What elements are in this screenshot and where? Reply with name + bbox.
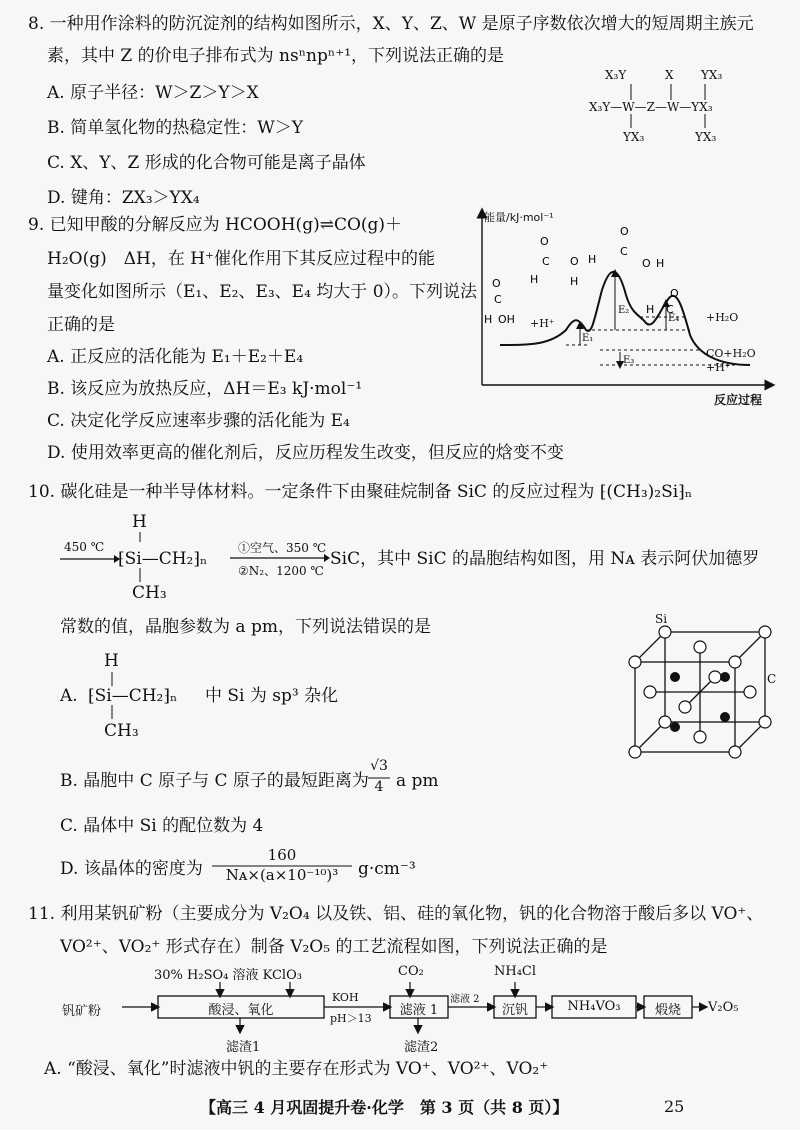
label-hplus-2: +H⁺ <box>706 361 731 374</box>
flow-step2: 滤液 1 <box>399 1003 439 1018</box>
q10-line3: 常数的值，晶胞参数为 a pm，下列说法错误的是 <box>60 617 431 637</box>
q10-option-a-poly: ⁅Si—CH₂⁆ₙ <box>88 686 178 706</box>
label-e1: E₁ <box>582 333 594 344</box>
q9-option-c: C. 决定化学反应速率步骤的活化能为 E₄ <box>47 411 350 431</box>
flow-residue2: 滤渣2 <box>404 1040 439 1055</box>
q8-line1: 8. 一种用作涂料的防沉淀剂的结构如图所示，X、Y、Z、W 是原子序数依次增大的短周期主族元 <box>28 14 754 34</box>
svg-text:O: O <box>642 257 651 270</box>
q11-line1: 11. 利用某钒矿粉（主要成分为 V₂O₄ 以及铁、铝、硅的氧化物，钒的化合物溶于酸后多以 VO⁺、 <box>28 904 764 924</box>
label-co-h2o: CO+H₂O <box>706 347 756 360</box>
flow-nh4cl: NH₄Cl <box>494 964 537 979</box>
q11-option-a: A. “酸浸、氧化”时滤液中钒的主要存在形式为 VO⁺、VO²⁺、VO₂⁺ <box>44 1059 549 1079</box>
q10-option-d-unit: g·cm⁻³ <box>358 859 416 879</box>
flow-filtrate2: 滤液 2 <box>450 994 480 1005</box>
q10-option-d: D. 该晶体的密度为 <box>60 859 203 879</box>
flow-start: 钒矿粉 <box>62 1004 102 1019</box>
q10-line2-rest: SiC，其中 SiC 的晶胞结构如图，用 Nᴀ 表示阿伏加德罗 <box>330 549 760 569</box>
svg-text:C: C <box>666 303 674 316</box>
arrow1-label: 450 ℃ <box>64 540 105 554</box>
footer-text: 【高三 4 月巩固提升卷·化学 第 3 页（共 8 页）】 <box>200 1098 569 1117</box>
q9-option-a: A. 正反应的活化能为 E₁＋E₂＋E₄ <box>47 347 304 367</box>
label-e3: E₃ <box>623 355 635 366</box>
q10-h-top: H <box>132 512 147 532</box>
q9-line4: 正确的是 <box>47 315 115 335</box>
label-c: C <box>767 672 777 686</box>
svg-text:OH: OH <box>498 313 515 326</box>
flow-step3: 沉钒 <box>501 1003 528 1018</box>
struct-top-left: X₃Y <box>605 68 627 82</box>
q10-option-a-suffix: 中 Si 为 sp³ 杂化 <box>205 686 339 706</box>
flow-product: V₂O₅ <box>708 1000 739 1015</box>
q10-option-a-prefix: A. <box>60 686 78 706</box>
svg-text:H: H <box>646 303 655 316</box>
opta-ch3: CH₃ <box>104 721 139 741</box>
svg-text:O: O <box>492 277 501 290</box>
q8-structure-diagram <box>585 68 785 158</box>
q11-line2: VO²⁺、VO₂⁺ 形式存在）制备 V₂O₅ 的工艺流程如图，下列说法正确的是 <box>60 937 608 957</box>
struct-top-mid: X <box>665 68 674 82</box>
flow-step5: 煅烧 <box>654 1003 681 1018</box>
flow-residue1: 滤渣1 <box>226 1040 261 1055</box>
svg-text:O: O <box>620 225 629 238</box>
arrow1 <box>60 554 120 564</box>
q9-energy-diagram <box>470 205 780 410</box>
q10-option-c: C. 晶体中 Si 的配位数为 4 <box>60 816 264 836</box>
flow-co2: CO₂ <box>398 964 424 979</box>
q10-ch3-bottom: CH₃ <box>132 583 167 603</box>
q8-option-b: B. 简单氢化物的热稳定性：W＞Y <box>47 118 303 138</box>
svg-text:C: C <box>620 245 628 258</box>
q8-option-d: D. 键角：ZX₃＞YX₄ <box>47 188 200 208</box>
flow-reagent1: 30% H₂SO₄ 溶液 KClO₃ <box>154 968 302 983</box>
flow-step1: 酸浸、氧化 <box>208 1003 274 1018</box>
q8-option-a: A. 原子半径：W＞Z＞Y＞X <box>47 83 259 103</box>
q9-line1: 9. 已知甲酸的分解反应为 HCOOH(g)⇌CO(g)＋ <box>28 215 403 235</box>
flow-ph: pH＞13 <box>330 1012 372 1025</box>
q10-option-b: B. 晶胞中 C 原子与 C 原子的最短距离为 <box>60 771 369 791</box>
cond-bottom: ②N₂、1200 ℃ <box>238 564 324 578</box>
q8-line2: 素，其中 Z 的价电子排布式为 nsⁿnpⁿ⁺¹，下列说法正确的是 <box>47 46 505 66</box>
q9-option-d: D. 使用效率更高的催化剂后，反应历程发生改变，但反应的焓变不变 <box>47 443 564 463</box>
struct-middle: X₃Y—W—Z—W—YX₃ <box>589 100 713 114</box>
q10-line1: 10. 碳化硅是一种半导体材料。一定条件下由聚硅烷制备 SiC 的反应过程为 ⁅(CH₃)₂Si⁆ₙ <box>28 482 693 502</box>
q9-option-b: B. 该反应为放热反应，ΔH＝E₃ kJ·mol⁻¹ <box>47 379 363 399</box>
struct-bottom-left: YX₃ <box>623 130 645 144</box>
sic-unit-cell-svg <box>615 612 785 762</box>
q10-option-d-den: Nᴀ×(a×10⁻¹⁰)³ <box>225 866 339 884</box>
svg-text:O: O <box>570 255 579 268</box>
svg-text:H: H <box>570 275 579 288</box>
svg-text:C: C <box>542 255 550 268</box>
page-number: 25 <box>664 1097 685 1116</box>
q9-line3: 量变化如图所示（E₁、E₂、E₃、E₄ 均大于 0）。下列说法 <box>47 282 478 302</box>
energy-xlabel: 反应过程 <box>714 393 763 407</box>
label-e4: E₄ <box>668 313 680 324</box>
q10-option-b-tail: a pm <box>396 771 439 791</box>
svg-text:H: H <box>530 273 539 286</box>
q11-flowchart <box>60 962 760 1057</box>
q10-option-d-num: 160 <box>267 846 297 864</box>
svg-text:O: O <box>540 235 549 248</box>
q10-option-b-num: √3 <box>370 758 388 774</box>
energy-ylabel: 能量/kJ·mol⁻¹ <box>484 211 554 224</box>
label-e2: E₂ <box>618 305 630 316</box>
label-si: Si <box>655 612 668 626</box>
label-h2o: +H₂O <box>706 311 739 324</box>
q10-polymer: ⁅Si—CH₂⁆ₙ <box>118 549 208 569</box>
flow-step4: NH₄VO₃ <box>567 999 621 1014</box>
q8-option-c: C. X、Y、Z 形成的化合物可能是离子晶体 <box>47 153 366 173</box>
sic-crystal-diagram <box>615 612 785 762</box>
struct-top-right: YX₃ <box>701 68 723 82</box>
svg-text:C: C <box>494 293 502 306</box>
svg-text:H: H <box>484 313 493 326</box>
svg-text:H: H <box>588 253 597 266</box>
q10-option-b-den: 4 <box>374 779 384 795</box>
opta-h: H <box>104 651 119 671</box>
svg-text:H: H <box>656 257 665 270</box>
label-hplus-1: +H⁺ <box>530 317 555 330</box>
struct-bottom-right: YX₃ <box>695 130 717 144</box>
svg-text:O: O <box>670 287 679 300</box>
q9-line2: H₂O(g) ΔH，在 H⁺催化作用下其反应过程中的能 <box>47 249 436 269</box>
flow-koh: KOH <box>332 991 359 1004</box>
cond-top: ①空气、350 ℃ <box>238 541 327 555</box>
